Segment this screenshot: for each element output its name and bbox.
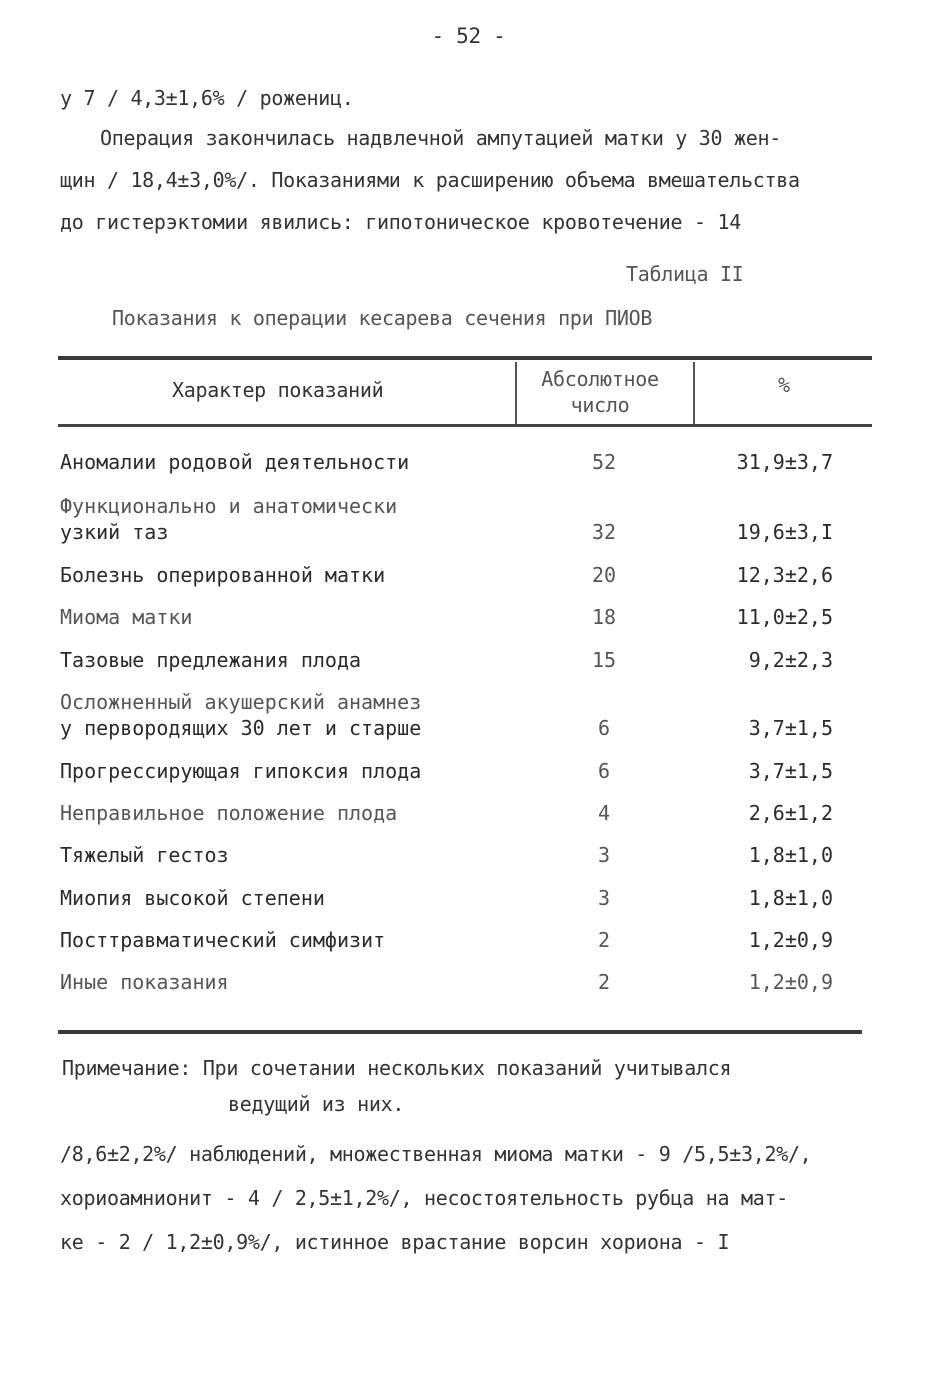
row-name: Прогрессирующая гипоксия плода — [60, 759, 422, 783]
outro-line-3: ке - 2 / 1,2±0,9%/, истинное врастание ворсин хориона - I — [60, 1230, 730, 1254]
row-count: 15 — [591, 648, 617, 672]
row-percent: 12,3±2,6 — [736, 563, 833, 587]
row-name-line-1: Функционально и анатомически — [60, 494, 398, 518]
table-title: Показания к операции кесарева сечения при ПИОВ — [112, 306, 653, 330]
row-percent: 9,2±2,3 — [748, 648, 833, 672]
note-line-1: Примечание: При сочетании нескольких показаний учитывался — [62, 1056, 732, 1080]
row-percent: 1,2±0,9 — [748, 970, 833, 994]
intro-line-3: щин / 18,4±3,0%/. Показаниями к расширению объема вмешательства — [60, 168, 800, 192]
table-divider-1 — [515, 362, 517, 424]
row-name: Болезнь оперированной матки — [60, 563, 386, 587]
header-absolute-line-2: число — [570, 393, 630, 417]
row-name: Тазовые предлежания плода — [60, 648, 362, 672]
row-name: Неправильное положение плода — [60, 801, 398, 825]
outro-line-2: хориоамнионит - 4 / 2,5±1,2%/, несостоятельность рубца на мат- — [60, 1186, 788, 1210]
row-percent: 1,8±1,0 — [748, 843, 833, 867]
table-top-rule — [58, 356, 872, 360]
row-count: 6 — [597, 716, 611, 740]
row-name: Тяжелый гестоз — [60, 843, 229, 867]
row-count: 3 — [597, 843, 611, 867]
intro-line-1: у 7 / 4,3±1,6% / рожениц. — [60, 86, 354, 110]
row-count: 52 — [591, 450, 617, 474]
row-percent: 31,9±3,7 — [736, 450, 833, 474]
row-percent: 2,6±1,2 — [748, 801, 833, 825]
row-count: 3 — [597, 886, 611, 910]
row-count: 4 — [597, 801, 611, 825]
row-percent: 3,7±1,5 — [748, 716, 833, 740]
outro-line-1: /8,6±2,2%/ наблюдений, множественная миома матки - 9 /5,5±3,2%/, — [60, 1142, 812, 1166]
row-count: 2 — [597, 970, 611, 994]
row-count: 20 — [591, 563, 617, 587]
row-name: Посттравматический симфизит — [60, 928, 386, 952]
table-bottom-rule — [58, 1030, 862, 1034]
row-name: у первородящих 30 лет и старше — [60, 716, 422, 740]
table-label: Таблица II — [626, 262, 744, 286]
page-number: - 52 - — [431, 24, 506, 48]
header-character: Характер показаний — [172, 378, 384, 402]
table-header-rule — [58, 424, 872, 427]
row-name-line-1: Осложненный акушерский анамнез — [60, 690, 422, 714]
row-percent: 11,0±2,5 — [736, 605, 833, 629]
header-percent: % — [778, 373, 790, 397]
row-percent: 1,8±1,0 — [748, 886, 833, 910]
row-name: Аномалии родовой деятельности — [60, 450, 410, 474]
table-divider-2 — [693, 362, 695, 424]
intro-line-4: до гистерэктомии явились: гипотоническое кровотечение - 14 — [60, 210, 741, 234]
row-count: 6 — [597, 759, 611, 783]
row-name: Иные показания — [60, 970, 229, 994]
row-percent: 19,6±3,I — [736, 520, 833, 544]
row-count: 18 — [591, 605, 617, 629]
row-count: 32 — [591, 520, 617, 544]
header-absolute-line-1: Абсолютное — [541, 367, 659, 391]
row-percent: 3,7±1,5 — [748, 759, 833, 783]
row-name: Миопия высокой степени — [60, 886, 325, 910]
row-name: Миома матки — [60, 605, 193, 629]
row-count: 2 — [597, 928, 611, 952]
row-name: узкий таз — [60, 520, 169, 544]
note-line-2: ведущий из них. — [228, 1092, 405, 1116]
row-percent: 1,2±0,9 — [748, 928, 833, 952]
intro-line-2: Операция закончилась надвлечной ампутацией матки у 30 жен- — [100, 126, 781, 150]
